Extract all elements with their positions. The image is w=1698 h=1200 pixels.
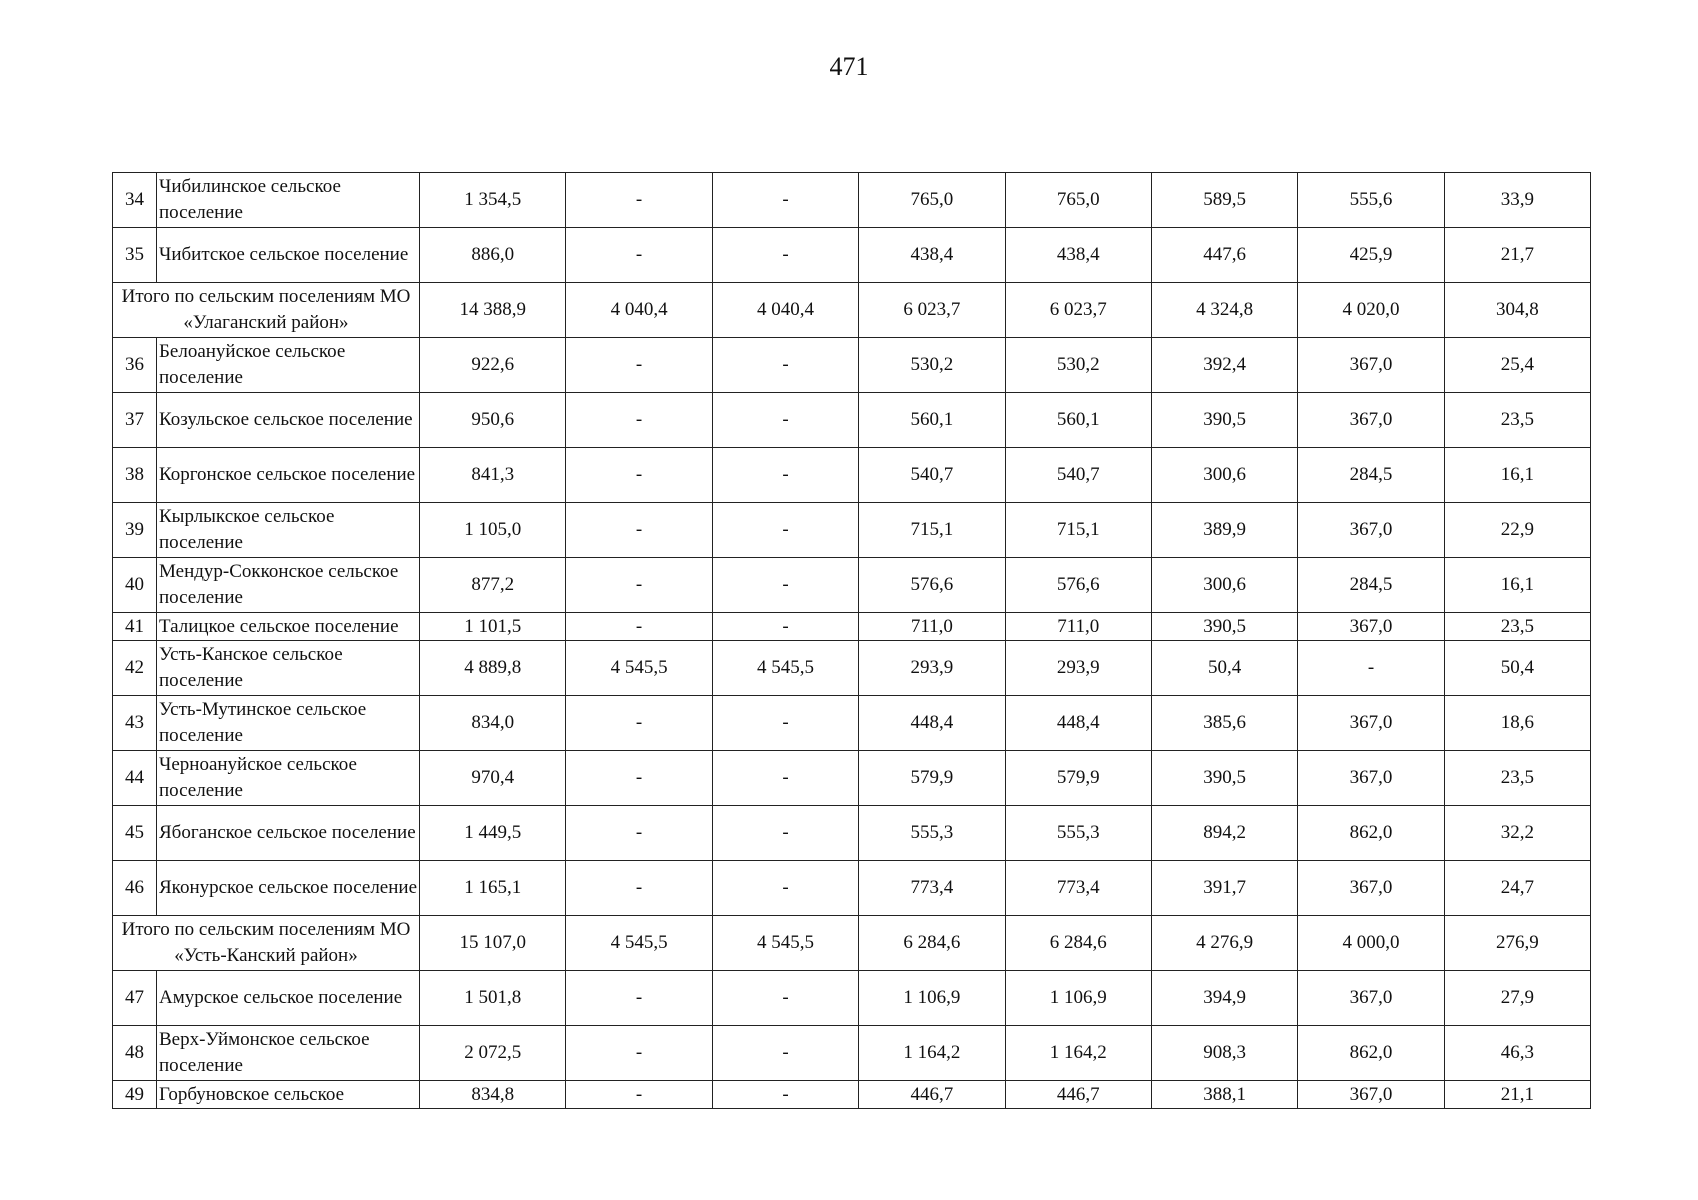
- value-cell-6: 4 324,8: [1151, 283, 1297, 338]
- value-cell-8: 23,5: [1444, 393, 1590, 448]
- value-cell-6: 908,3: [1151, 1026, 1297, 1081]
- value-cell-8: 304,8: [1444, 283, 1590, 338]
- value-cell-6: 589,5: [1151, 173, 1297, 228]
- value-cell-2: 4 545,5: [566, 641, 712, 696]
- value-cell-3: -: [712, 861, 858, 916]
- value-cell-5: 446,7: [1005, 1081, 1151, 1109]
- value-cell-7: 367,0: [1298, 1081, 1444, 1109]
- value-cell-5: 773,4: [1005, 861, 1151, 916]
- table-row: [113, 228, 1591, 283]
- table-row: [113, 393, 1591, 448]
- value-cell-7: 367,0: [1298, 696, 1444, 751]
- value-cell-3: -: [712, 751, 858, 806]
- value-cell-4: 711,0: [859, 613, 1005, 641]
- value-cell-3: -: [712, 338, 858, 393]
- value-cell-1: 1 101,5: [420, 613, 566, 641]
- settlement-name: Усть-Канское сельское поселение: [157, 641, 420, 696]
- row-number: 48: [113, 1026, 157, 1081]
- settlement-name: Коргонское сельское поселение: [157, 448, 420, 503]
- table-row: [113, 613, 1591, 641]
- value-cell-6: 394,9: [1151, 971, 1297, 1026]
- value-cell-3: -: [712, 558, 858, 613]
- value-cell-6: 391,7: [1151, 861, 1297, 916]
- value-cell-1: 1 449,5: [420, 806, 566, 861]
- value-cell-3: -: [712, 1081, 858, 1109]
- value-cell-8: 46,3: [1444, 1026, 1590, 1081]
- row-number: 46: [113, 861, 157, 916]
- value-cell-8: 33,9: [1444, 173, 1590, 228]
- value-cell-8: 32,2: [1444, 806, 1590, 861]
- value-cell-7: 862,0: [1298, 806, 1444, 861]
- table-row: [113, 338, 1591, 393]
- value-cell-7: 367,0: [1298, 971, 1444, 1026]
- value-cell-8: 276,9: [1444, 916, 1590, 971]
- value-cell-6: 894,2: [1151, 806, 1297, 861]
- settlement-name: Мендур-Сокконское сельское поселение: [157, 558, 420, 613]
- value-cell-1: 1 354,5: [420, 173, 566, 228]
- value-cell-5: 711,0: [1005, 613, 1151, 641]
- value-cell-4: 576,6: [859, 558, 1005, 613]
- value-cell-7: 284,5: [1298, 558, 1444, 613]
- value-cell-5: 540,7: [1005, 448, 1151, 503]
- value-cell-5: 560,1: [1005, 393, 1151, 448]
- value-cell-4: 540,7: [859, 448, 1005, 503]
- value-cell-2: -: [566, 751, 712, 806]
- row-number: 35: [113, 228, 157, 283]
- value-cell-6: 300,6: [1151, 448, 1297, 503]
- value-cell-7: 4 000,0: [1298, 916, 1444, 971]
- value-cell-6: 390,5: [1151, 393, 1297, 448]
- value-cell-4: 773,4: [859, 861, 1005, 916]
- table-row: [113, 558, 1591, 613]
- value-cell-7: 367,0: [1298, 613, 1444, 641]
- total-row: [113, 283, 1591, 338]
- value-cell-2: -: [566, 861, 712, 916]
- value-cell-1: 922,6: [420, 338, 566, 393]
- value-cell-1: 1 165,1: [420, 861, 566, 916]
- value-cell-7: -: [1298, 641, 1444, 696]
- settlement-name: Верх-Уймонское сельское поселение: [157, 1026, 420, 1081]
- value-cell-1: 2 072,5: [420, 1026, 566, 1081]
- value-cell-8: 24,7: [1444, 861, 1590, 916]
- value-cell-2: -: [566, 806, 712, 861]
- row-number: 47: [113, 971, 157, 1026]
- total-label: Итого по сельским поселениям МО «Улаганский район»: [113, 283, 420, 338]
- settlement-name: Чибитское сельское поселение: [157, 228, 420, 283]
- settlement-name: Белоануйское сельское поселение: [157, 338, 420, 393]
- value-cell-5: 1 106,9: [1005, 971, 1151, 1026]
- value-cell-1: 841,3: [420, 448, 566, 503]
- table-row: [113, 448, 1591, 503]
- value-cell-7: 425,9: [1298, 228, 1444, 283]
- value-cell-4: 555,3: [859, 806, 1005, 861]
- value-cell-8: 23,5: [1444, 613, 1590, 641]
- value-cell-6: 50,4: [1151, 641, 1297, 696]
- value-cell-7: 555,6: [1298, 173, 1444, 228]
- value-cell-1: 834,8: [420, 1081, 566, 1109]
- value-cell-2: -: [566, 393, 712, 448]
- value-cell-4: 530,2: [859, 338, 1005, 393]
- table-row: [113, 641, 1591, 696]
- total-row: [113, 916, 1591, 971]
- value-cell-8: 21,7: [1444, 228, 1590, 283]
- value-cell-2: -: [566, 613, 712, 641]
- value-cell-6: 390,5: [1151, 751, 1297, 806]
- total-label: Итого по сельским поселениям МО «Усть-Канский район»: [113, 916, 420, 971]
- value-cell-5: 438,4: [1005, 228, 1151, 283]
- value-cell-6: 300,6: [1151, 558, 1297, 613]
- settlement-name: Талицкое сельское поселение: [157, 613, 420, 641]
- value-cell-1: 970,4: [420, 751, 566, 806]
- settlement-name: Горбуновское сельское: [157, 1081, 420, 1109]
- value-cell-2: -: [566, 173, 712, 228]
- value-cell-1: 1 105,0: [420, 503, 566, 558]
- row-number: 42: [113, 641, 157, 696]
- value-cell-3: 4 545,5: [712, 641, 858, 696]
- settlement-name: Чибилинское сельское поселение: [157, 173, 420, 228]
- value-cell-1: 4 889,8: [420, 641, 566, 696]
- row-number: 39: [113, 503, 157, 558]
- table-row: [113, 696, 1591, 751]
- value-cell-5: 576,6: [1005, 558, 1151, 613]
- value-cell-7: 367,0: [1298, 503, 1444, 558]
- value-cell-8: 16,1: [1444, 558, 1590, 613]
- value-cell-8: 22,9: [1444, 503, 1590, 558]
- row-number: 40: [113, 558, 157, 613]
- value-cell-5: 1 164,2: [1005, 1026, 1151, 1081]
- row-number: 44: [113, 751, 157, 806]
- table-row: [113, 806, 1591, 861]
- value-cell-3: -: [712, 613, 858, 641]
- value-cell-3: -: [712, 448, 858, 503]
- row-number: 37: [113, 393, 157, 448]
- value-cell-1: 950,6: [420, 393, 566, 448]
- value-cell-3: -: [712, 696, 858, 751]
- value-cell-2: -: [566, 448, 712, 503]
- row-number: 49: [113, 1081, 157, 1109]
- table-row: [113, 503, 1591, 558]
- value-cell-7: 4 020,0: [1298, 283, 1444, 338]
- settlement-name: Усть-Мутинское сельское поселение: [157, 696, 420, 751]
- settlement-name: Кырлыкское сельское поселение: [157, 503, 420, 558]
- row-number: 41: [113, 613, 157, 641]
- value-cell-2: -: [566, 1026, 712, 1081]
- value-cell-4: 446,7: [859, 1081, 1005, 1109]
- value-cell-3: -: [712, 503, 858, 558]
- value-cell-2: -: [566, 228, 712, 283]
- value-cell-4: 560,1: [859, 393, 1005, 448]
- value-cell-6: 447,6: [1151, 228, 1297, 283]
- value-cell-8: 18,6: [1444, 696, 1590, 751]
- row-number: 38: [113, 448, 157, 503]
- value-cell-3: 4 040,4: [712, 283, 858, 338]
- value-cell-2: -: [566, 696, 712, 751]
- value-cell-8: 23,5: [1444, 751, 1590, 806]
- value-cell-6: 392,4: [1151, 338, 1297, 393]
- value-cell-7: 367,0: [1298, 338, 1444, 393]
- value-cell-5: 448,4: [1005, 696, 1151, 751]
- value-cell-6: 4 276,9: [1151, 916, 1297, 971]
- table-row: [113, 751, 1591, 806]
- value-cell-1: 14 388,9: [420, 283, 566, 338]
- value-cell-3: -: [712, 393, 858, 448]
- budget-table: [112, 172, 1591, 1109]
- row-number: 34: [113, 173, 157, 228]
- value-cell-7: 367,0: [1298, 393, 1444, 448]
- settlement-name: Черноануйское сельское поселение: [157, 751, 420, 806]
- value-cell-5: 715,1: [1005, 503, 1151, 558]
- value-cell-8: 16,1: [1444, 448, 1590, 503]
- value-cell-5: 579,9: [1005, 751, 1151, 806]
- value-cell-4: 438,4: [859, 228, 1005, 283]
- value-cell-7: 862,0: [1298, 1026, 1444, 1081]
- row-number: 43: [113, 696, 157, 751]
- value-cell-2: -: [566, 558, 712, 613]
- value-cell-5: 765,0: [1005, 173, 1151, 228]
- value-cell-2: 4 040,4: [566, 283, 712, 338]
- value-cell-4: 6 284,6: [859, 916, 1005, 971]
- value-cell-5: 6 284,6: [1005, 916, 1151, 971]
- table-row: [113, 1026, 1591, 1081]
- value-cell-6: 389,9: [1151, 503, 1297, 558]
- value-cell-4: 579,9: [859, 751, 1005, 806]
- value-cell-6: 390,5: [1151, 613, 1297, 641]
- value-cell-6: 385,6: [1151, 696, 1297, 751]
- value-cell-7: 367,0: [1298, 751, 1444, 806]
- value-cell-2: -: [566, 503, 712, 558]
- value-cell-4: 1 164,2: [859, 1026, 1005, 1081]
- settlement-name: Ябоганское сельское поселение: [157, 806, 420, 861]
- value-cell-3: 4 545,5: [712, 916, 858, 971]
- value-cell-3: -: [712, 971, 858, 1026]
- value-cell-7: 367,0: [1298, 861, 1444, 916]
- table-row: [113, 971, 1591, 1026]
- table-row: [113, 173, 1591, 228]
- table-body: [113, 173, 1591, 1109]
- value-cell-4: 765,0: [859, 173, 1005, 228]
- value-cell-4: 6 023,7: [859, 283, 1005, 338]
- value-cell-7: 284,5: [1298, 448, 1444, 503]
- page-number: 471: [829, 52, 869, 81]
- value-cell-4: 715,1: [859, 503, 1005, 558]
- value-cell-1: 834,0: [420, 696, 566, 751]
- value-cell-3: -: [712, 173, 858, 228]
- value-cell-2: 4 545,5: [566, 916, 712, 971]
- value-cell-1: 1 501,8: [420, 971, 566, 1026]
- value-cell-4: 293,9: [859, 641, 1005, 696]
- value-cell-1: 886,0: [420, 228, 566, 283]
- value-cell-8: 50,4: [1444, 641, 1590, 696]
- table-row: [113, 1081, 1591, 1109]
- settlement-name: Амурское сельское поселение: [157, 971, 420, 1026]
- value-cell-8: 25,4: [1444, 338, 1590, 393]
- value-cell-5: 530,2: [1005, 338, 1151, 393]
- value-cell-1: 15 107,0: [420, 916, 566, 971]
- value-cell-6: 388,1: [1151, 1081, 1297, 1109]
- value-cell-3: -: [712, 1026, 858, 1081]
- value-cell-8: 21,1: [1444, 1081, 1590, 1109]
- value-cell-5: 293,9: [1005, 641, 1151, 696]
- row-number: 36: [113, 338, 157, 393]
- settlement-name: Козульское сельское поселение: [157, 393, 420, 448]
- value-cell-3: -: [712, 228, 858, 283]
- value-cell-4: 448,4: [859, 696, 1005, 751]
- row-number: 45: [113, 806, 157, 861]
- value-cell-2: -: [566, 1081, 712, 1109]
- table-row: [113, 861, 1591, 916]
- value-cell-5: 6 023,7: [1005, 283, 1151, 338]
- value-cell-4: 1 106,9: [859, 971, 1005, 1026]
- value-cell-3: -: [712, 806, 858, 861]
- value-cell-2: -: [566, 338, 712, 393]
- settlement-name: Яконурское сельское поселение: [157, 861, 420, 916]
- value-cell-8: 27,9: [1444, 971, 1590, 1026]
- value-cell-2: -: [566, 971, 712, 1026]
- value-cell-1: 877,2: [420, 558, 566, 613]
- value-cell-5: 555,3: [1005, 806, 1151, 861]
